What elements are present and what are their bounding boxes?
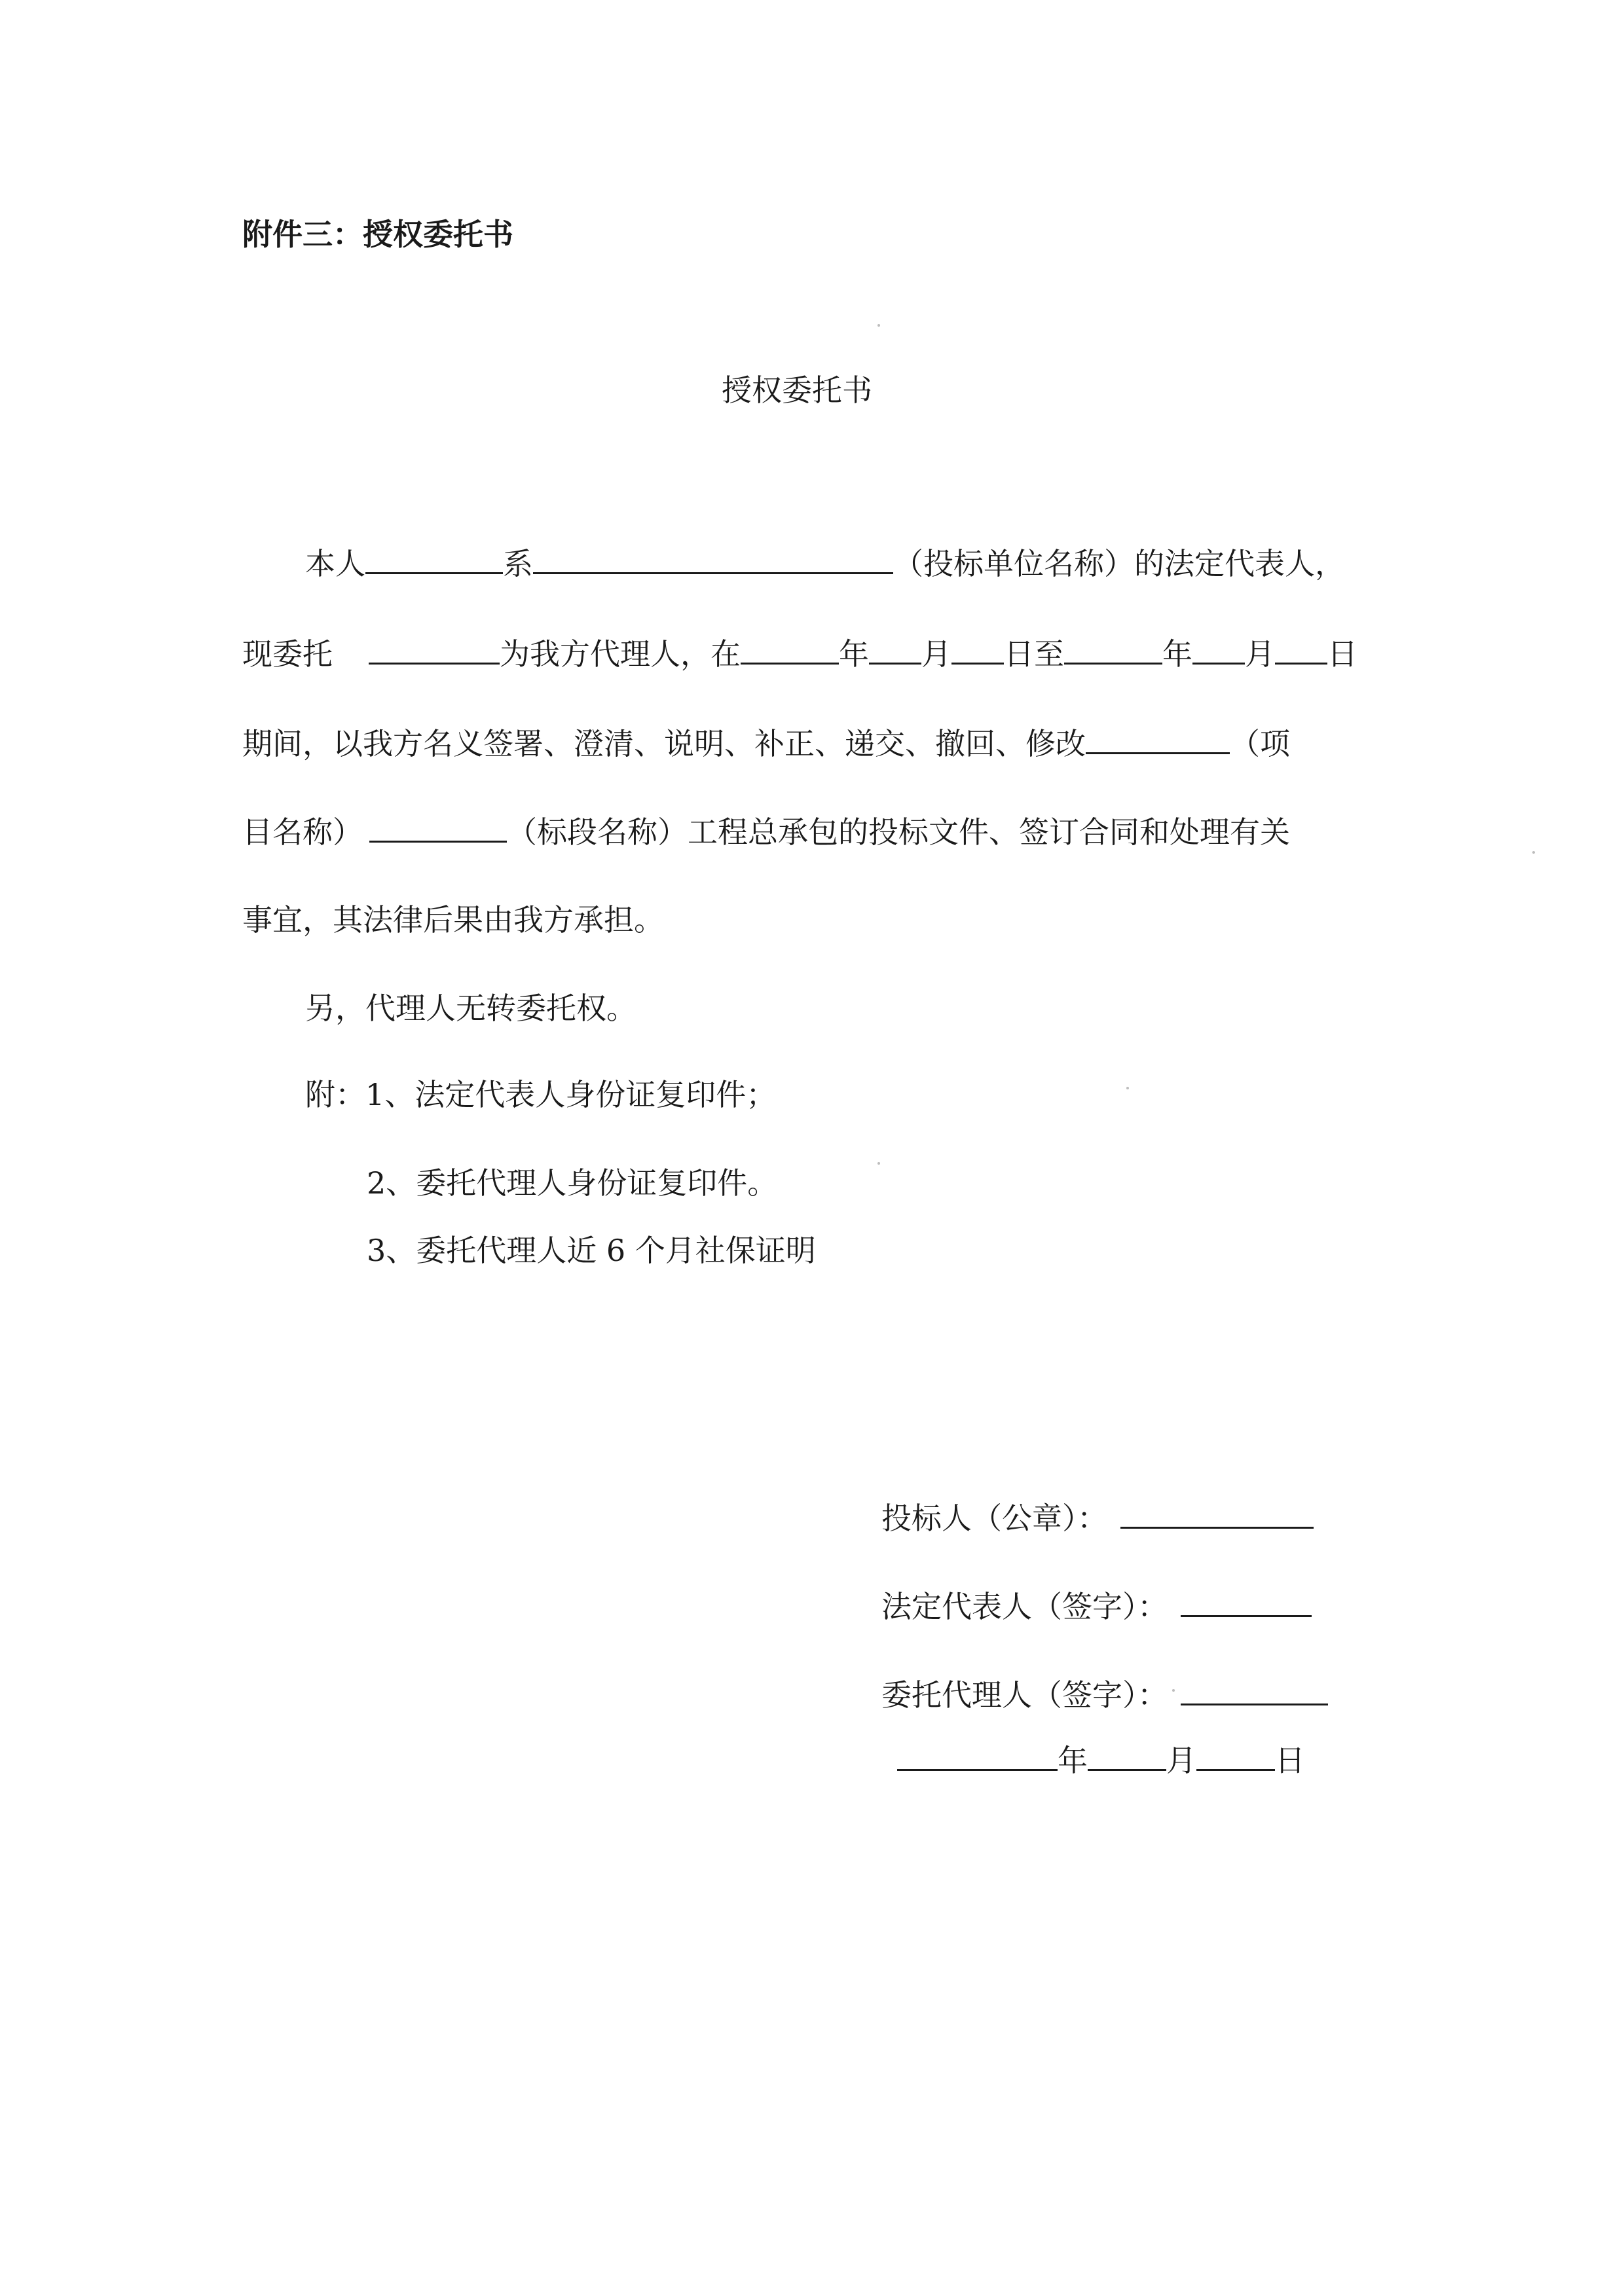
text-day-2: 日	[1327, 636, 1357, 672]
start-year-blank	[741, 634, 839, 665]
scan-speck	[1126, 1087, 1129, 1089]
sign-month-blank	[1088, 1740, 1166, 1771]
text-day-to: 日至	[1004, 636, 1064, 672]
text-sign-year: 年	[1058, 1743, 1088, 1778]
text-project-open: （项	[1230, 726, 1290, 761]
text-legal-rep: （投标单位名称）的法定代表人，	[893, 546, 1345, 581]
text-sign-day: 日	[1275, 1743, 1305, 1778]
sign-date-line	[897, 1740, 1305, 1780]
text-sign-month: 月	[1166, 1743, 1196, 1778]
text-principal: 本人	[305, 546, 365, 581]
section-name-blank	[369, 812, 507, 843]
bidder-seal-label: 投标人（公章）：	[881, 1501, 1107, 1536]
scan-speck	[1172, 1689, 1175, 1692]
project-name-blank	[1086, 723, 1230, 754]
attachment-item-3: 3、委托代理人近 6 个月社保证明	[367, 1233, 816, 1268]
legal-rep-sign-label: 法定代表人（签字）：	[881, 1589, 1168, 1624]
end-day-blank	[1275, 634, 1327, 665]
text-month-1: 月	[921, 636, 951, 672]
text-month-2: 月	[1245, 636, 1275, 672]
text-project-close: 目名称）	[242, 814, 363, 850]
body-line-2	[242, 634, 1357, 674]
bidder-seal-blank	[1120, 1498, 1314, 1529]
document-title: 授权委托书	[722, 373, 872, 408]
body-line-3	[242, 723, 1290, 763]
legal-rep-sign-blank	[1181, 1586, 1312, 1617]
text-agent: 为我方代理人，在	[500, 636, 741, 672]
text-section: （标段名称）工程总承包的投标文件、签订合同和处理有关	[507, 814, 1290, 850]
sign-day-blank	[1196, 1740, 1275, 1771]
name-blank	[365, 543, 503, 574]
no-sub-delegation-note: 另，代理人无转委托权。	[305, 991, 637, 1026]
body-line-4	[242, 812, 1290, 852]
scan-speck	[877, 1162, 880, 1165]
text-of: 系	[503, 546, 533, 581]
sign-year-blank	[897, 1740, 1058, 1771]
text-year-2: 年	[1162, 636, 1192, 672]
start-day-blank	[951, 634, 1004, 665]
attachment-item-1: 附：1、法定代表人身份证复印件；	[305, 1077, 777, 1112]
text-year-1: 年	[839, 636, 869, 672]
agent-name-blank	[369, 634, 500, 665]
legal-rep-sign-line	[881, 1586, 1312, 1626]
body-line-5: 事宜，其法律后果由我方承担。	[242, 902, 664, 938]
text-scope: 期间，以我方名义签署、澄清、说明、补正、递交、撤回、修改	[242, 726, 1086, 761]
bidder-seal-line	[881, 1498, 1314, 1538]
attachment-item-2: 2、委托代理人身份证复印件。	[367, 1165, 778, 1201]
company-name-blank	[533, 543, 893, 574]
attachment-label: 附件三：授权委托书	[242, 217, 513, 252]
end-month-blank	[1192, 634, 1245, 665]
scan-speck	[877, 324, 880, 327]
agent-sign-label: 委托代理人（签字）：	[881, 1677, 1168, 1713]
text-entrust: 现委托	[242, 636, 333, 672]
scan-speck	[1532, 851, 1535, 854]
body-line-1	[305, 543, 1345, 583]
agent-sign-line	[881, 1675, 1328, 1715]
end-year-blank	[1064, 634, 1162, 665]
agent-sign-blank	[1181, 1675, 1328, 1705]
start-month-blank	[869, 634, 921, 665]
